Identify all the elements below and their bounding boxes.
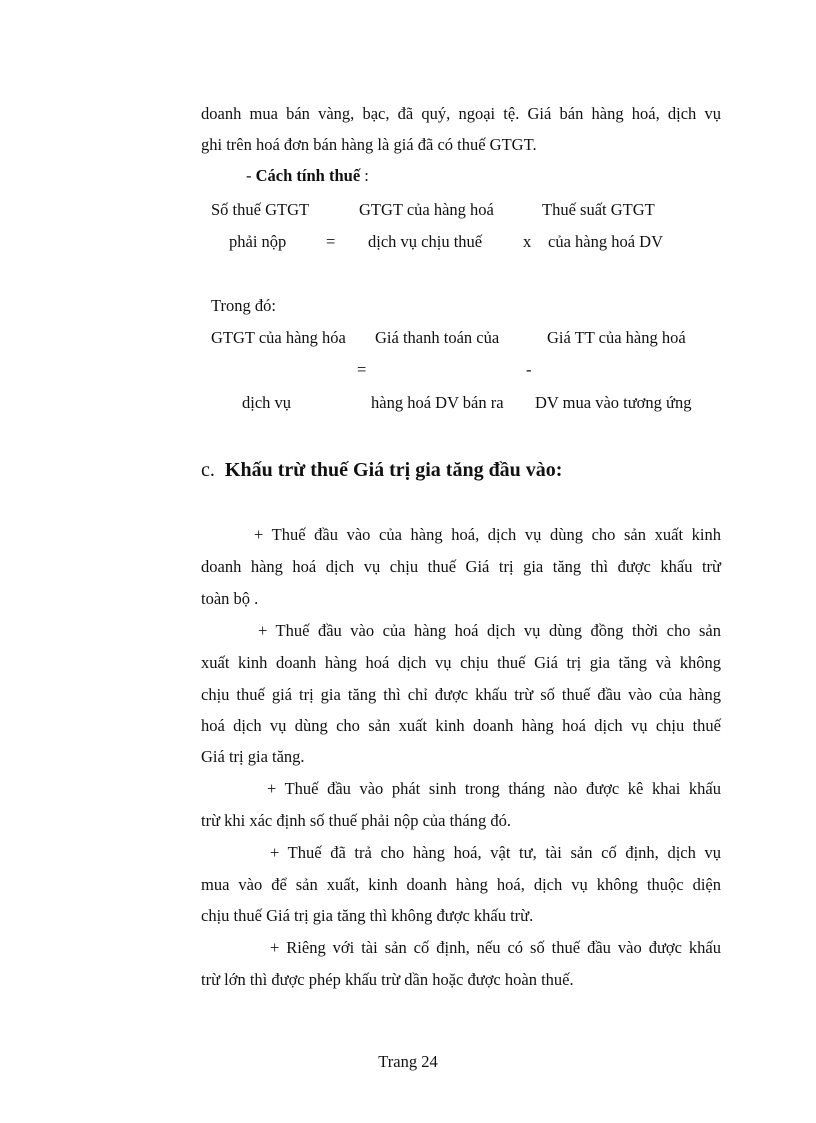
formula2-mid-bottom: hàng hoá DV bán ra [371,393,504,412]
formula1-mid-top: GTGT của hàng hoá [359,200,494,219]
where-label: Trong đó: [211,296,276,315]
formula1-mid-bottom: dịch vụ chịu thuế [368,232,483,251]
formula1-left-top: Số thuế GTGT [211,200,310,219]
formula2-minus: - [526,360,532,379]
para3-line-2: trừ khi xác định số thuế phải nộp của tháng đó. [201,811,512,830]
method-prefix: - [246,166,256,185]
para4-line-1: + Thuế đã trả cho hàng hoá, vật tư, tài sản cố định, dịch vụ [270,843,721,862]
para3-line-1: + Thuế đầu vào phát sinh trong tháng nào được kê khai khấu [267,779,721,798]
para2-line-4: hoá dịch vụ dùng cho sản xuất kinh doanh hàng hoá dịch vụ chịu thuế [201,716,721,735]
para5-line-2: trừ lớn thì được phép khấu trừ dần hoặc được hoàn thuế. [201,970,574,989]
formula1-times: x [523,232,532,251]
formula1-right-top: Thuế suất GTGT [542,200,655,219]
method-label: Cách tính thuế [255,166,361,185]
para2-line-3: chịu thuế giá trị gia tăng thì chỉ được khấu trừ số thuế đầu vào của hàng [201,685,721,704]
formula1-left-bottom: phải nộp [229,232,287,251]
para2-line-2: xuất kinh doanh hàng hoá dịch vụ chịu thuế Giá trị gia tăng và không [201,653,721,672]
section-heading [201,458,562,482]
formula2-equals: = [357,360,367,379]
section-title: Khấu trừ thuế Giá trị gia tăng đầu vào: [224,459,563,481]
section-marker: c. [201,459,215,481]
method-suffix: : [360,166,369,185]
para1-line-1: + Thuế đầu vào của hàng hoá, dịch vụ dùng cho sản xuất kinh [254,525,721,544]
formula1-right-bottom: của hàng hoá DV [548,232,664,251]
formula2-left-top: GTGT của hàng hóa [211,328,346,347]
formula1-equals: = [326,232,336,251]
para1-line-2: doanh hàng hoá dịch vụ chịu thuế Giá trị gia tăng thì được khấu trừ [201,557,721,576]
para5-line-1: + Riêng với tài sản cố định, nếu có số thuế đầu vào được khấu [270,938,721,957]
para4-line-2: mua vào để sản xuất, kinh doanh hàng hoá, dịch vụ không thuộc diện [201,875,721,894]
intro-line-2: ghi trên hoá đơn bán hàng là giá đã có thuế GTGT. [201,135,537,154]
para1-line-3: toàn bộ . [201,589,259,608]
page-number: Trang 24 [378,1052,438,1071]
method-line [246,166,369,186]
formula2-right-bottom: DV mua vào tương ứng [535,393,692,412]
para2-line-1: + Thuế đầu vào của hàng hoá dịch vụ dùng đồng thời cho sản [258,621,721,640]
formula2-mid-top: Giá thanh toán của [375,328,500,347]
para4-line-3: chịu thuế Giá trị gia tăng thì không được khấu trừ. [201,906,534,925]
formula2-left-bottom: dịch vụ [242,393,292,412]
formula2-right-top: Giá TT của hàng hoá [547,328,686,347]
intro-line-1: doanh mua bán vàng, bạc, đã quý, ngoại tệ. Giá bán hàng hoá, dịch vụ [201,104,721,123]
para2-line-5: Giá trị gia tăng. [201,747,305,766]
